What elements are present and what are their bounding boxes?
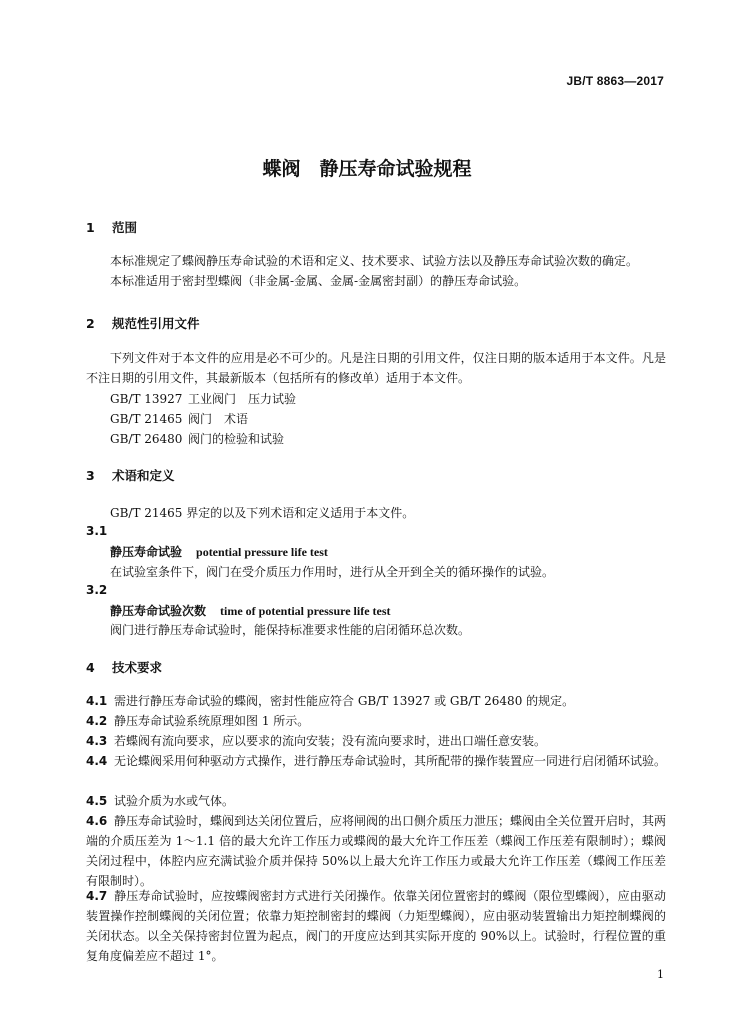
requirement-text: 需进行静压寿命试验的蝶阀，密封性能应符合 GB/T 13927 或 GB/T 26480 的规定。 bbox=[114, 694, 575, 708]
page-number: 1 bbox=[657, 968, 664, 981]
section-3-heading bbox=[86, 466, 175, 484]
section-title: 术语和定义 bbox=[112, 468, 175, 483]
requirement-text: 静压寿命试验时，应按蝶阀密封方式进行关闭操作。依靠关闭位置密封的蝶阀（限位型蝶阀），应由驱动装置操作控制蝶阀的关闭位置；依靠力矩控制密封的蝶阀（力矩型蝶阀），应由驱动装置输出力矩控制蝶阀的关闭状态。以全关保持密封位置为起点，阀门的开度应达到其实际开度的 90%以上。试验时，行程位置的重复角度偏差应不超过 1°。 bbox=[86, 889, 666, 963]
requirement-item bbox=[86, 886, 666, 966]
standard-code: JB/T 8863—2017 bbox=[566, 74, 664, 88]
requirement-number: 4.1 bbox=[86, 694, 108, 708]
section-1-heading bbox=[86, 218, 137, 236]
reference-item: GB/T 26480 阀门的检验和试验 bbox=[110, 432, 285, 446]
term-english: potential pressure life test bbox=[196, 545, 328, 559]
requirement-item bbox=[86, 691, 666, 711]
section-4-heading bbox=[86, 658, 162, 676]
requirement-number: 4.4 bbox=[86, 754, 108, 768]
requirement-number: 4.7 bbox=[86, 889, 108, 903]
section-title: 范围 bbox=[112, 220, 138, 235]
term-number: 3.2 bbox=[86, 583, 108, 597]
term-chinese: 静压寿命试验 bbox=[110, 545, 183, 559]
requirement-item bbox=[86, 711, 666, 731]
term-definition: 阀门进行静压寿命试验时，能保持标准要求性能的启闭循环总次数。 bbox=[110, 623, 471, 637]
term-heading bbox=[110, 543, 328, 560]
section-2-paragraph-1: 下列文件对于本文件的应用是必不可少的。凡是注日期的引用文件，仅注日期的版本适用于本文件。凡是不注日期的引用文件，其最新版本（包括所有的修改单）适用于本文件。 bbox=[86, 351, 666, 385]
requirement-text: 静压寿命试验系统原理如图 1 所示。 bbox=[114, 714, 310, 728]
requirement-text: 试验介质为水或气体。 bbox=[114, 794, 235, 808]
requirement-text: 静压寿命试验时，蝶阀到达关闭位置后，应将闸阀的出口侧介质压力泄压；蝶阀由全关位置开启时，其两端的介质压差为 1～1.1 倍的最大允许工作压力或蝶阀的最大允许工作压差（蝶阀工作压差有限制时）；蝶阀关闭过程中，体腔内应充满试验介质并保持 50%以上最大允许工作压力或最大允许工作压差（蝶阀工作压差有限制时）。 bbox=[86, 814, 667, 888]
requirement-item bbox=[86, 731, 666, 751]
requirement-text: 无论蝶阀采用何种驱动方式操作，进行静压寿命试验时，其所配带的操作装置应一同进行启闭循环试验。 bbox=[114, 754, 667, 768]
term-number: 3.1 bbox=[86, 524, 108, 538]
section-1-paragraph-1: 本标准规定了蝶阀静压寿命试验的术语和定义、技术要求、试验方法以及静压寿命试验次数的确定。 bbox=[110, 254, 639, 268]
requirement-number: 4.6 bbox=[86, 814, 108, 828]
term-chinese: 静压寿命试验次数 bbox=[110, 604, 207, 618]
section-1-paragraph-2: 本标准适用于密封型蝶阀（非金属-金属、金属-金属密封副）的静压寿命试验。 bbox=[110, 274, 527, 288]
document-title: 蝶阀 静压寿命试验规程 bbox=[262, 158, 472, 180]
reference-item: GB/T 21465 阀门 术语 bbox=[110, 412, 249, 426]
section-title: 技术要求 bbox=[112, 660, 163, 675]
requirement-item bbox=[86, 791, 666, 811]
term-definition: 在试验室条件下，阀门在受介质压力作用时，进行从全开到全关的循环操作的试验。 bbox=[110, 565, 555, 579]
requirement-number: 4.5 bbox=[86, 794, 108, 808]
section-2-heading bbox=[86, 314, 200, 332]
section-3-paragraph-1: GB/T 21465 界定的以及下列术语和定义适用于本文件。 bbox=[110, 506, 415, 520]
requirement-number: 4.2 bbox=[86, 714, 108, 728]
term-heading bbox=[110, 602, 391, 619]
reference-item: GB/T 13927 工业阀门 压力试验 bbox=[110, 392, 297, 406]
requirement-item bbox=[86, 751, 666, 771]
section-number: 2 bbox=[86, 316, 95, 331]
requirement-text: 若蝶阀有流向要求，应以要求的流向安装；没有流向要求时，进出口端任意安装。 bbox=[114, 734, 547, 748]
term-english: time of potential pressure life test bbox=[220, 604, 391, 618]
section-title: 规范性引用文件 bbox=[112, 316, 200, 331]
requirement-number: 4.3 bbox=[86, 734, 108, 748]
section-number: 1 bbox=[86, 220, 95, 235]
section-number: 4 bbox=[86, 660, 95, 675]
requirement-item bbox=[86, 811, 666, 891]
section-number: 3 bbox=[86, 468, 95, 483]
